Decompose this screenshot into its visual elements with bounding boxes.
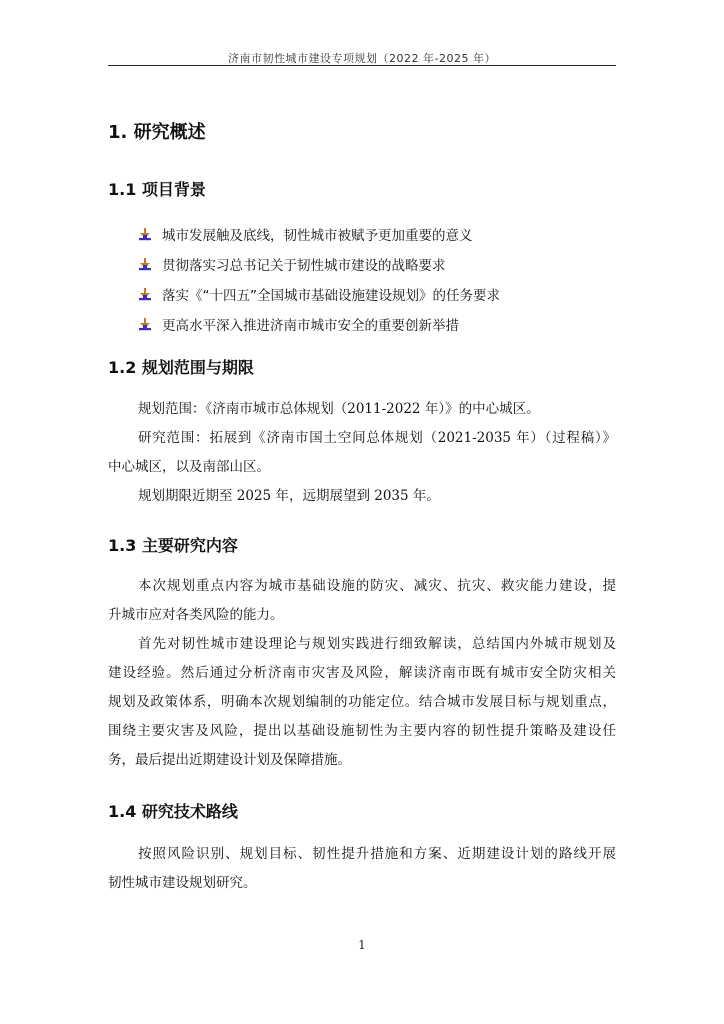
- list-item: [138, 279, 618, 309]
- section-1-3-heading: 1.3 主要研究内容: [108, 536, 238, 555]
- bullet-text: 城市发展触及底线，韧性城市被赋予更加重要的意义: [162, 228, 473, 244]
- paragraph-line: 研究范围：拓展到《济南市国土空间总体规划（2021-2035 年）（过程稿）》: [138, 430, 616, 446]
- paragraph-line: 本次规划重点内容为城市基础设施的防灾、减灾、抗灾、救灾能力建设，提: [138, 578, 616, 594]
- section-1-4-heading: 1.4 研究技术路线: [108, 802, 238, 821]
- paragraph-line: 建设经验。然后通过分析济南市灾害及风险，解读济南市既有城市安全防灾相关: [108, 665, 616, 681]
- research-content-paragraph: [108, 572, 616, 775]
- bullet-text: 落实《“十四五”全国城市基础设施建设规划》的任务要求: [162, 288, 500, 304]
- paragraph-line: 韧性城市建设规划研究。: [108, 875, 257, 891]
- background-bullet-list: [138, 219, 618, 339]
- technical-route-paragraph: [108, 840, 616, 898]
- running-header: 济南市韧性城市建设专项规划（2022 年-2025 年）: [228, 52, 496, 65]
- paragraph-line: 首先对韧性城市建设理论与规划实践进行细致解读，总结国内外城市规划及: [138, 636, 616, 652]
- section-1-1-heading: 1.1 项目背景: [108, 180, 206, 199]
- paragraph-line: 中心城区，以及南部山区。: [108, 459, 270, 475]
- header-rule: [108, 65, 616, 66]
- paragraph-line: 规划及政策体系，明确本次规划编制的功能定位。结合城市发展目标与规划重点，: [108, 694, 616, 710]
- paragraph-line: 围绕主要灾害及风险，提出以基础设施韧性为主要内容的韧性提升策略及建设任: [108, 723, 616, 739]
- list-item: [138, 219, 618, 249]
- arrow-bullet-icon: [138, 287, 152, 301]
- paragraph-line: 务，最后提出近期建设计划及保障措施。: [108, 752, 351, 768]
- arrow-bullet-icon: [138, 227, 152, 241]
- paragraph-line: 按照风险识别、规划目标、韧性提升措施和方案、近期建设计划的路线开展: [138, 846, 616, 862]
- list-item: [138, 249, 618, 279]
- bullet-text: 更高水平深入推进济南市城市安全的重要创新举措: [162, 318, 459, 334]
- arrow-bullet-icon: [138, 317, 152, 331]
- section-1-heading: 1. 研究概述: [108, 122, 206, 143]
- list-item: [138, 309, 618, 339]
- paragraph-line: 规划期限近期至 2025 年，远期展望到 2035 年。: [138, 488, 440, 504]
- paragraph-line: 升城市应对各类风险的能力。: [108, 607, 284, 623]
- section-1-2-heading: 1.2 规划范围与期限: [108, 358, 254, 377]
- arrow-bullet-icon: [138, 257, 152, 271]
- scope-paragraph: [108, 395, 616, 511]
- page-number: 1: [358, 938, 366, 952]
- paragraph-line: 规划范围：《济南市城市总体规划（2011-2022 年）》的中心城区。: [138, 401, 540, 417]
- bullet-text: 贯彻落实习总书记关于韧性城市建设的战略要求: [162, 258, 446, 274]
